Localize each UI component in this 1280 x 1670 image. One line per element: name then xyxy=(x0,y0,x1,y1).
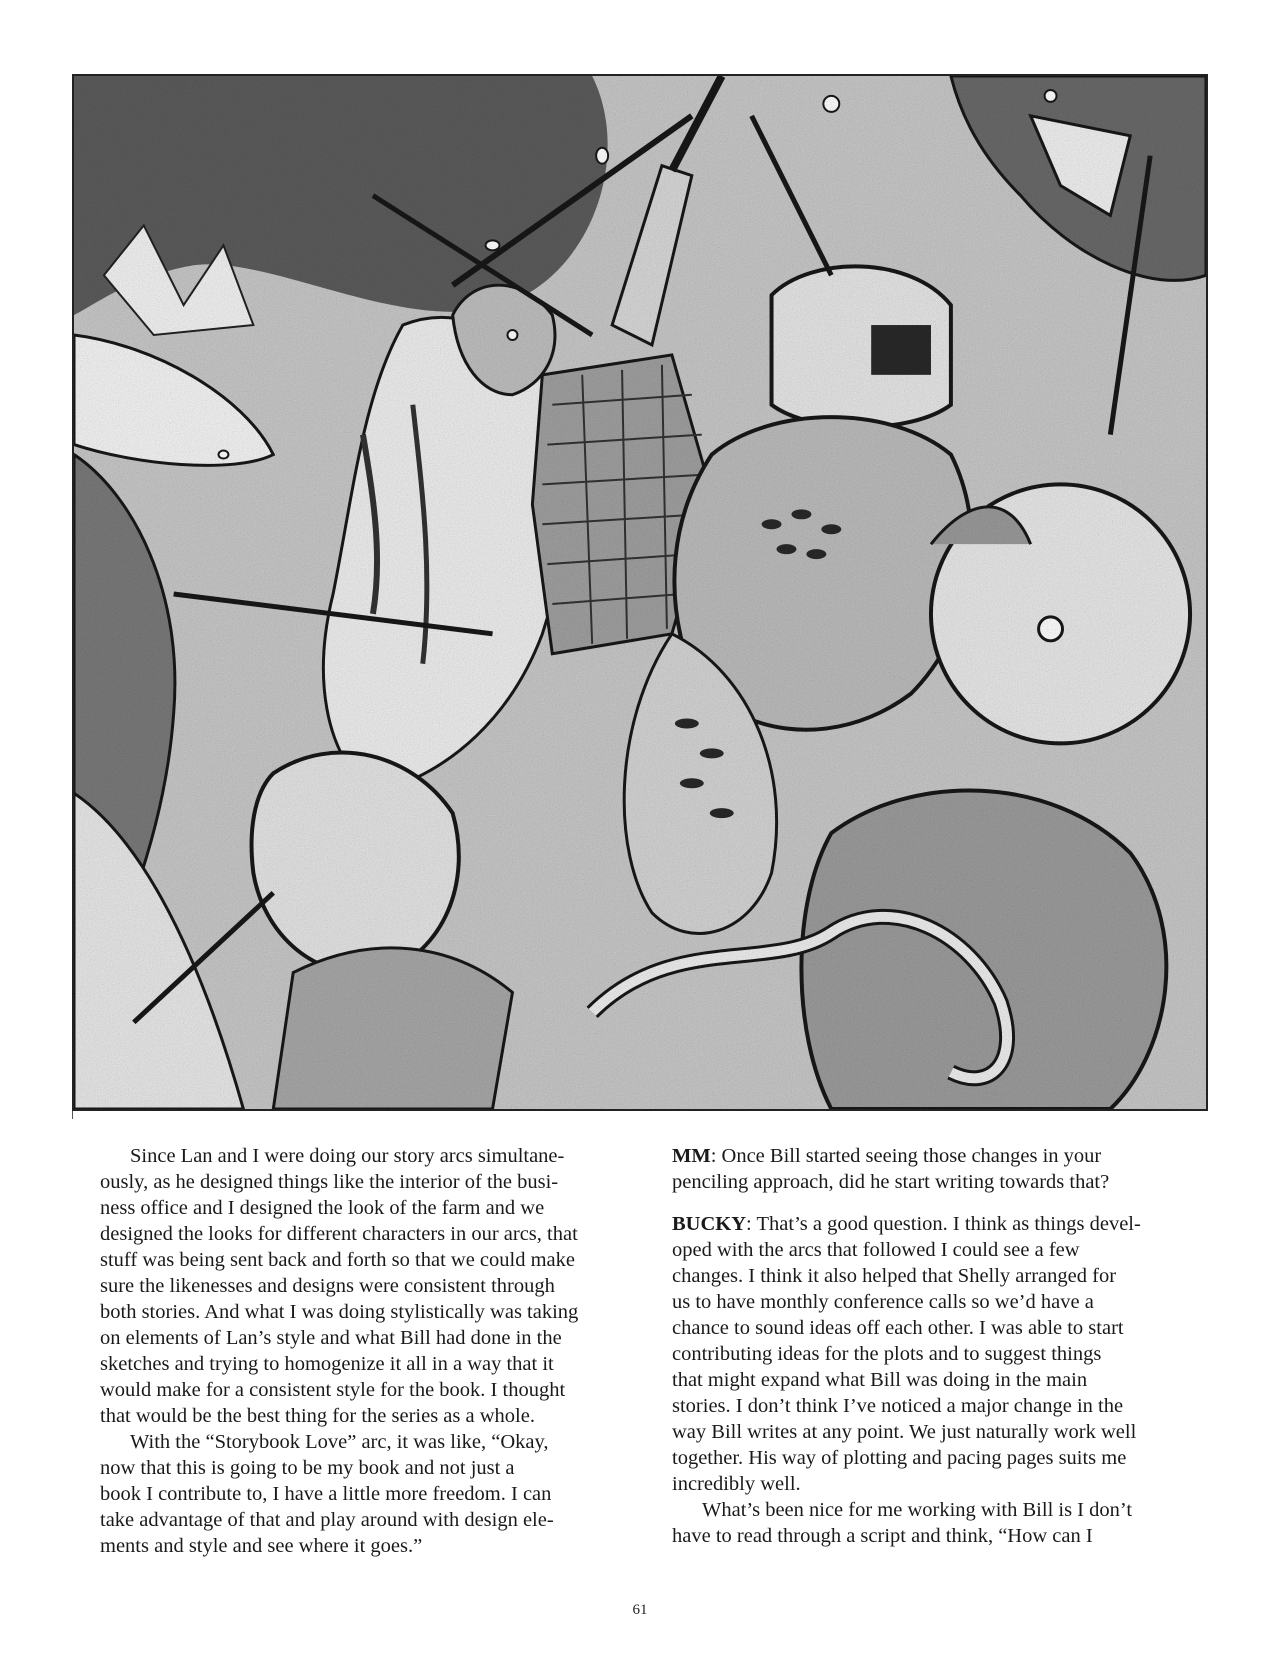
paragraph xyxy=(672,1497,1192,1549)
speaker-label: MM xyxy=(672,1145,711,1167)
interview-answer xyxy=(672,1211,1192,1497)
text-line: would make for a consistent style for the book. I thought xyxy=(100,1379,566,1401)
text-line: together. His way of plotting and pacing pages suits me xyxy=(672,1447,1127,1469)
text-line: : Once Bill started seeing those changes in your xyxy=(710,1145,1102,1167)
text-line: that might expand what Bill was doing in the main xyxy=(672,1369,1088,1391)
text-line: that would be the best thing for the series as a whole. xyxy=(100,1405,535,1427)
text-line: take advantage of that and play around with design ele- xyxy=(100,1509,554,1531)
right-text-column xyxy=(672,1143,1192,1549)
text-line: stuff was being sent back and forth so that we could make xyxy=(100,1249,575,1271)
page-number: 61 xyxy=(632,1602,648,1618)
text-line: penciling approach, did he start writing towards that? xyxy=(672,1171,1110,1193)
battle-scene-illustration xyxy=(72,74,1208,1111)
text-line: contributing ideas for the plots and to suggest things xyxy=(672,1343,1102,1365)
left-text-column xyxy=(100,1143,605,1559)
text-line: designed the looks for different characters in our arcs, that xyxy=(100,1223,578,1245)
text-line: changes. I think it also helped that Shelly arranged for xyxy=(672,1265,1117,1287)
text-line: sure the likenesses and designs were consistent through xyxy=(100,1275,555,1297)
text-line: Since Lan and I were doing our story arcs simultane- xyxy=(130,1145,565,1167)
text-line: chance to sound ideas off each other. I was able to start xyxy=(672,1317,1124,1339)
text-line: ously, as he designed things like the interior of the busi- xyxy=(100,1171,559,1193)
text-line: incredibly well. xyxy=(672,1473,801,1495)
speaker-label: BUCKY xyxy=(672,1213,747,1235)
text-line: have to read through a script and think, “How can I xyxy=(672,1525,1093,1547)
text-line: sketches and trying to homogenize it all in a way that it xyxy=(100,1353,554,1375)
text-line: now that this is going to be my book and not just a xyxy=(100,1457,515,1479)
text-line: oped with the arcs that followed I could see a few xyxy=(672,1239,1080,1261)
text-line: What’s been nice for me working with Bill is I don’t xyxy=(702,1499,1133,1521)
pencil-sketch-image xyxy=(74,76,1206,1109)
paragraph xyxy=(100,1143,605,1429)
text-line: ness office and I designed the look of the farm and we xyxy=(100,1197,545,1219)
text-line: book I contribute to, I have a little more freedom. I can xyxy=(100,1483,552,1505)
text-line: on elements of Lan’s style and what Bill had done in the xyxy=(100,1327,562,1349)
text-line: way Bill writes at any point. We just naturally work well xyxy=(672,1421,1137,1443)
text-line: ments and style and see where it goes.” xyxy=(100,1535,423,1557)
interview-question xyxy=(672,1143,1192,1195)
text-line: stories. I don’t think I’ve noticed a major change in the xyxy=(672,1395,1124,1417)
text-line: : That’s a good question. I think as things devel- xyxy=(746,1213,1141,1235)
text-line: With the “Storybook Love” arc, it was like, “Okay, xyxy=(130,1431,549,1453)
frame-crop-mark xyxy=(72,1111,73,1119)
paragraph xyxy=(100,1429,605,1559)
text-line: us to have monthly conference calls so we’d have a xyxy=(672,1291,1094,1313)
text-line: both stories. And what I was doing stylistically was taking xyxy=(100,1301,579,1323)
